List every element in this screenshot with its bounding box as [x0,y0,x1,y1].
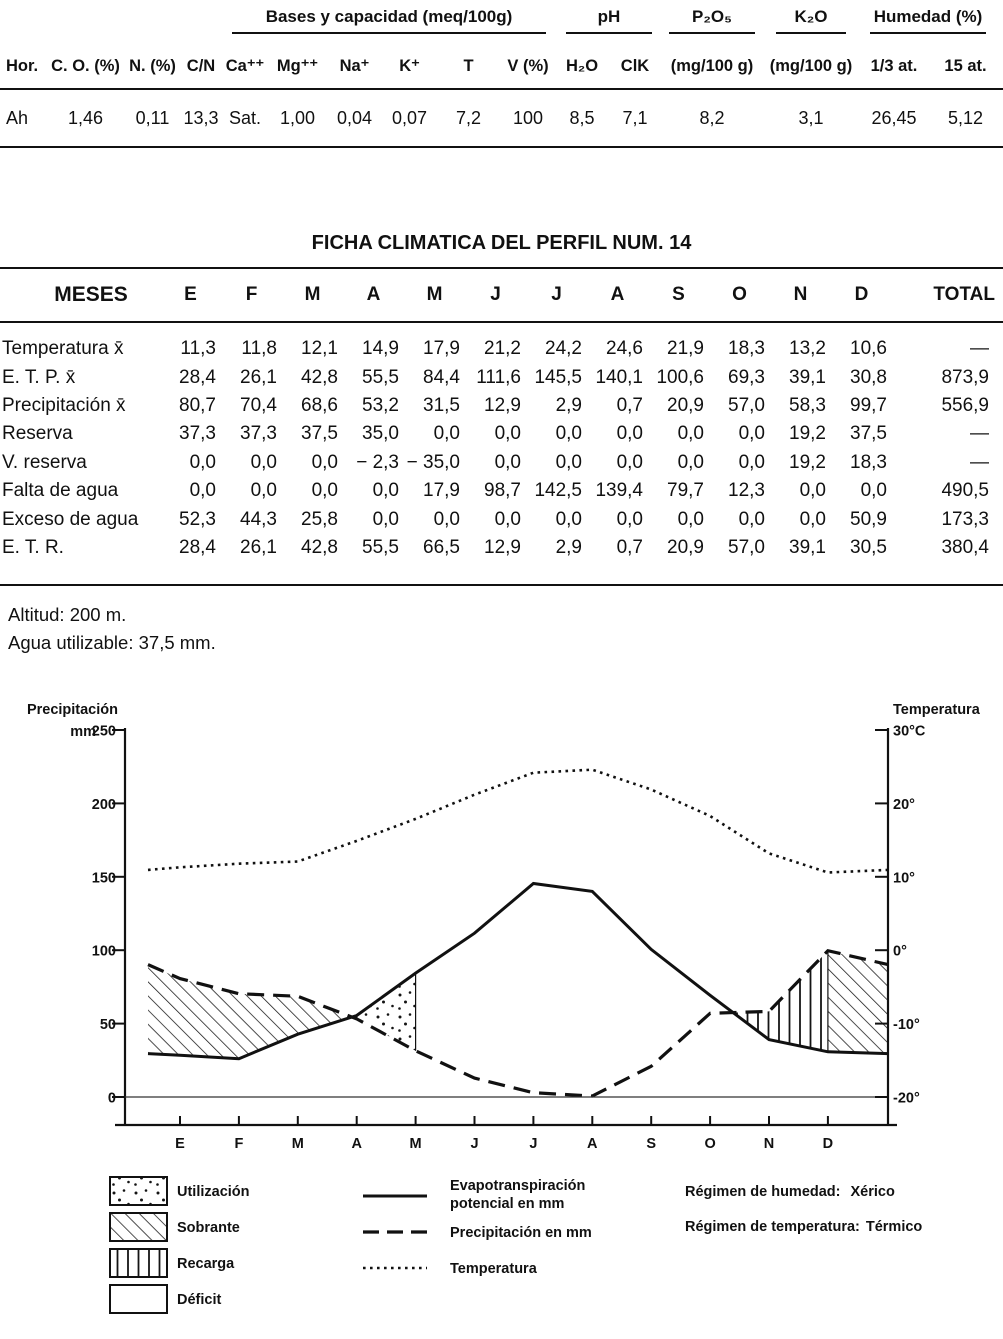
cell-total: — [970,423,989,445]
cell: 0,0 [799,480,826,502]
notes-block [8,601,216,657]
cell: 0,0 [311,451,338,473]
swatch-utilizacion [110,1177,167,1205]
right-tick-label: -20° [893,1090,920,1107]
group-header-ph: pH [566,7,652,34]
climate-table [0,267,1003,586]
right-tick-label: 0° [893,943,907,960]
left-tick-label: 100 [91,943,116,960]
soil-cell: 7,2 [455,107,482,128]
cell: 0,0 [616,423,643,445]
cell: 98,7 [484,480,521,502]
cell: 0,0 [799,508,826,530]
header-month: M [304,284,321,305]
legend-label-deficit: Déficit [177,1292,222,1308]
row-label: Temperatura x̄ [2,338,124,360]
legend-label-precip: Precipitación en mm [450,1225,592,1241]
cell: 84,4 [423,366,460,388]
cell: 70,4 [240,394,277,416]
soil-column-header: Mg⁺⁺ [276,57,319,75]
month-label: N [763,1136,775,1152]
regime-temperatura-label: Régimen de temperatura: [685,1219,860,1235]
soil-cell: 26,45 [871,107,917,128]
header-month: E [184,284,197,305]
header-month: J [551,284,562,305]
note-altitude: Altitud: 200 m. [8,604,127,625]
soil-cell: Sat. [228,107,262,128]
cell: 26,1 [240,366,277,388]
cell: 55,5 [362,536,399,558]
cell: 30,5 [850,536,887,558]
soil-column-header: K⁺ [399,57,420,75]
cell: 11,8 [241,338,277,360]
cell: 145,5 [534,366,582,388]
soil-cell: 13,3 [183,107,219,128]
cell-total: 490,5 [941,480,989,502]
month-label: A [587,1136,598,1152]
cell: 24,2 [545,338,582,360]
y-right-title: Temperatura [893,702,980,718]
soil-column-header: (mg/100 g) [769,57,853,75]
group-header-k2o: K₂O [776,7,846,34]
month-label: J [529,1136,538,1152]
table-row [0,335,1003,363]
cell: 139,4 [595,480,643,502]
cell: 0,0 [860,480,887,502]
soil-cell: Ah [6,107,29,128]
note-water: Agua utilizable: 37,5 mm. [8,632,216,653]
legend [110,1177,922,1313]
soil-cell: 3,1 [798,107,824,128]
cell: 50,9 [850,508,887,530]
soil-cell: 5,12 [947,107,984,128]
cell: 68,6 [301,394,338,416]
row-label: Exceso de agua [2,508,139,530]
temp-line [148,770,888,873]
cell: 0,0 [372,480,399,502]
soil-cell: 0,04 [336,107,373,128]
cell: 57,0 [728,394,765,416]
cell: 14,9 [362,338,399,360]
cell: 42,8 [301,536,338,558]
cell: 12,9 [484,394,521,416]
cell: 37,5 [301,423,338,445]
legend-label-utilizacion: Utilización [177,1184,250,1200]
soil-column-header: (mg/100 g) [670,57,754,75]
climate-chart [0,695,1003,1339]
swatch-deficit [110,1285,167,1313]
soil-column-header: Hor. [6,57,39,75]
cell: 0,0 [494,508,521,530]
cell: 18,3 [850,451,887,473]
header-month: O [732,284,747,305]
header-month: J [490,284,501,305]
cell-total: 173,3 [941,508,989,530]
header-meses: MESES [54,283,128,306]
cell-total: — [970,451,989,473]
cell: 99,7 [850,394,887,416]
cell: 69,3 [728,366,765,388]
header-total: TOTAL [933,284,995,305]
left-tick-label: 0 [107,1090,116,1107]
cell: 0,7 [616,536,643,558]
cell: 57,0 [728,536,765,558]
cell: 42,8 [301,366,338,388]
climate-table-title: FICHA CLIMATICA DEL PERFIL NUM. 14 [311,232,692,254]
regime-humedad [685,1184,895,1200]
soil-column-header: Na⁺ [339,57,370,75]
table-row [0,477,1003,505]
cell: 17,9 [423,338,460,360]
row-label: Falta de agua [2,480,119,502]
cell: 0,0 [616,508,643,530]
cell: 79,7 [667,480,704,502]
cell: 55,5 [362,366,399,388]
month-label: M [291,1136,304,1152]
soil-column-header: Ca⁺⁺ [225,57,265,75]
cell: 80,7 [179,394,216,416]
soil-cell: 8,5 [569,107,595,128]
cell: 10,6 [850,338,887,360]
month-label: J [470,1136,479,1152]
cell: 44,3 [240,508,277,530]
regime-humedad-label: Régimen de humedad: [685,1184,841,1200]
cell: 0,0 [250,480,277,502]
soil-cell: 100 [512,107,544,128]
soil-cell: 7,1 [622,107,648,128]
table-row [0,392,1003,420]
cell: 35,0 [362,423,399,445]
climate-header-row [0,269,1003,323]
cell: 20,9 [667,394,704,416]
cell: 0,0 [677,508,704,530]
climate-rows [0,323,1003,562]
legend-label-sobrante: Sobrante [177,1220,240,1236]
y-left-title: Precipitación [26,702,118,718]
cell: 21,2 [484,338,521,360]
legend-label-etp-2: potencial en mm [450,1196,565,1212]
soil-column-header: C. O. (%) [51,57,120,75]
cell: 18,3 [728,338,765,360]
cell: − 35,0 [406,451,460,473]
soil-column-header: C/N [186,57,216,75]
cell: 58,3 [789,394,826,416]
cell: 25,8 [301,508,338,530]
left-tick-label: 50 [99,1017,116,1034]
month-label: O [704,1136,716,1152]
cell: 0,0 [372,508,399,530]
right-tick-label: 10° [893,870,915,887]
soil-cell: 1,46 [67,107,104,128]
soil-column-header: H₂O [565,57,599,75]
cell: 0,0 [616,451,643,473]
month-label: E [175,1136,185,1152]
group-header-humedad: Humedad (%) [870,7,986,34]
soil-column-header: 1/3 at. [870,57,918,75]
cell: 37,3 [240,423,277,445]
left-tick-label: 250 [91,723,116,740]
cell: 66,5 [423,536,460,558]
cell: 53,2 [362,394,399,416]
legend-label-recarga: Recarga [177,1256,235,1272]
header-month: M [426,284,443,305]
cell: 12,1 [301,338,338,360]
soil-column-header-row [0,34,1003,90]
cell: 111,6 [476,366,521,388]
cell: 19,2 [789,451,826,473]
cell: 0,0 [738,451,765,473]
cell: 0,0 [555,508,582,530]
cell: 13,2 [789,338,826,360]
soil-column-header: 15 at. [944,57,987,75]
cell: 0,0 [250,451,277,473]
cell: 31,5 [423,394,460,416]
cell: 37,5 [850,423,887,445]
soil-data-row [0,90,1003,148]
table-row [0,534,1003,562]
cell: 26,1 [240,536,277,558]
row-label: E. T. R. [2,536,64,558]
cell: 12,9 [484,536,521,558]
cell: − 2,3 [356,451,399,473]
soil-column-header: ClK [620,57,650,75]
cell: 140,1 [595,366,643,388]
cell: 24,6 [606,338,643,360]
right-tick-label: 30°C [893,723,926,740]
cell: 100,6 [656,366,704,388]
cell: 0,0 [494,423,521,445]
header-month: A [610,284,625,305]
soil-cell: 0,11 [135,107,170,128]
cell: 17,9 [423,480,460,502]
cell: 2,9 [555,394,582,416]
header-month: N [793,284,808,305]
cell: 0,0 [555,423,582,445]
group-header-p2o5: P₂O₅ [669,7,755,34]
cell: 19,2 [789,423,826,445]
soil-cell: 1,00 [279,107,316,128]
header-month: D [854,284,869,305]
cell: 0,0 [189,480,216,502]
cell: 11,3 [180,338,216,360]
cell: 0,0 [677,451,704,473]
cell: 20,9 [667,536,704,558]
month-label: S [646,1136,657,1152]
cell: 0,0 [433,423,460,445]
cell: 0,0 [494,451,521,473]
left-tick-label: 200 [91,796,116,813]
table-row [0,363,1003,391]
right-tick-label: 20° [893,796,915,813]
soil-column-header: N. (%) [129,57,176,75]
chart-svg [0,695,1003,1334]
legend-label-temp: Temperatura [450,1261,537,1277]
cell: 0,0 [311,480,338,502]
cell: 52,3 [179,508,216,530]
cell: 0,0 [677,423,704,445]
row-label: V. reserva [2,451,87,473]
cell: 28,4 [179,366,216,388]
soil-column-header: T [463,57,474,75]
soil-column-header: V (%) [507,57,549,75]
row-label: E. T. P. x̄ [2,366,76,388]
month-label: F [234,1136,244,1152]
cell: 0,0 [189,451,216,473]
table-row [0,449,1003,477]
month-label: M [409,1136,422,1152]
month-label: D [822,1136,834,1152]
cell: 30,8 [850,366,887,388]
soil-cell: 8,2 [699,107,725,128]
cell: 2,9 [555,536,582,558]
cell: 0,0 [738,508,765,530]
cell: 0,7 [616,394,643,416]
y-left-units: mm [70,724,96,740]
soil-cell: 0,07 [391,107,428,128]
cell: 12,3 [728,480,765,502]
swatch-sobrante [110,1213,167,1241]
header-month: A [366,284,381,305]
cell: 39,1 [789,536,826,558]
month-label: A [351,1136,362,1152]
regime-temperatura [685,1219,922,1235]
row-label: Reserva [2,423,73,445]
header-month: F [245,284,258,305]
cell: 0,0 [433,508,460,530]
right-tick-label: -10° [893,1017,920,1034]
cell-total: — [970,338,989,360]
cell-total: 556,9 [941,394,989,416]
header-month: S [672,284,685,305]
cell-total: 873,9 [941,366,989,388]
cell: 142,5 [534,480,582,502]
group-header-bases: Bases y capacidad (meq/100g) [232,7,546,34]
region-sobrante-december [828,951,888,1054]
soil-analysis-table [0,0,1003,148]
regime-temperatura-value: Térmico [865,1219,923,1235]
cell: 39,1 [789,366,826,388]
table-row [0,420,1003,448]
cell: 0,0 [738,423,765,445]
swatch-recarga [110,1249,167,1277]
cell: 28,4 [179,536,216,558]
regime-humedad-value: Xérico [850,1184,895,1200]
row-label: Precipitación x̄ [2,394,126,416]
cell: 37,3 [179,423,216,445]
legend-label-etp-1: Evapotranspiración [450,1178,586,1194]
cell: 21,9 [667,338,704,360]
axis-ticks [92,724,926,1153]
cell: 0,0 [555,451,582,473]
left-tick-label: 150 [91,870,116,887]
soil-group-header-row [0,0,1003,34]
cell-total: 380,4 [941,536,989,558]
table-row [0,505,1003,533]
